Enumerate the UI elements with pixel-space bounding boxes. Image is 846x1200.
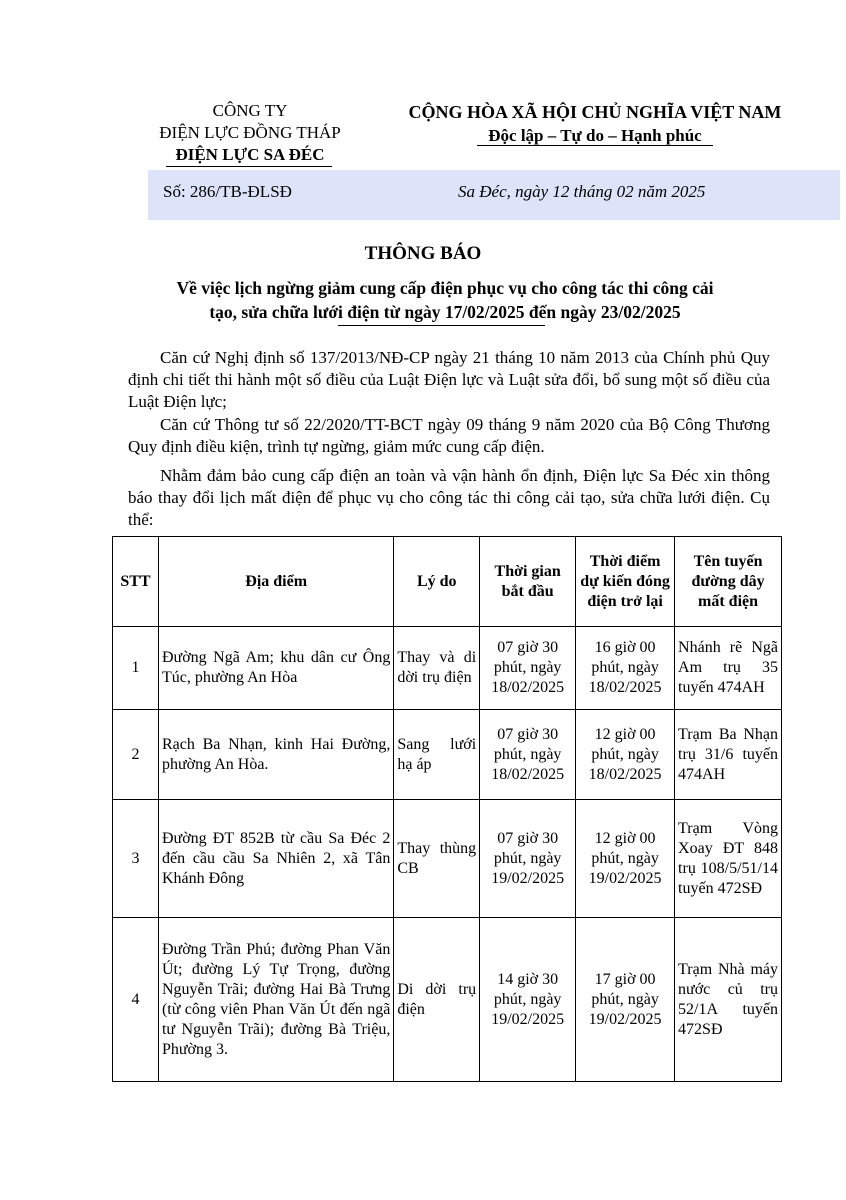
row-location: Đường ĐT 852B từ cầu Sa Đéc 2 đến cầu cầu Sa Nhiên 2, xã Tân Khánh Đông [158, 800, 393, 918]
document-number: Số: 286/TB-ĐLSĐ [163, 182, 292, 201]
row-line: Trạm Vòng Xoay ĐT 848 trụ 108/5/51/14 tuyến 472SĐ [675, 800, 782, 918]
outage-schedule-table [112, 536, 782, 1082]
row-end: 17 giờ 00 phút, ngày 19/02/2025 [576, 918, 675, 1082]
row-reason: Sang lưới hạ áp [394, 710, 480, 800]
row-start: 07 giờ 30 phút, ngày 19/02/2025 [480, 800, 576, 918]
row-end: 12 giờ 00 phút, ngày 19/02/2025 [576, 800, 675, 918]
row-start: 14 giờ 30 phút, ngày 19/02/2025 [480, 918, 576, 1082]
row-location: Đường Ngã Am; khu dân cư Ông Túc, phường An Hòa [158, 627, 393, 710]
row-end: 16 giờ 00 phút, ngày 18/02/2025 [576, 627, 675, 710]
row-reason: Thay thùng CB [394, 800, 480, 918]
nation-name: CỘNG HÒA XÃ HỘI CHỦ NGHĨA VIỆT NAM [408, 102, 782, 122]
row-stt: 3 [113, 800, 159, 918]
row-start: 07 giờ 30 phút, ngày 18/02/2025 [480, 627, 576, 710]
paragraph-purpose: Nhằm đảm bảo cung cấp điện an toàn và vận hành ổn định, Điện lực Sa Đéc xin thông báo thay đổi lịch mất điện để phục vụ cho công tác thi công cải tạo, sửa chữa lưới điện. Cụ thể: [128, 466, 770, 529]
row-reason: Thay và di dời trụ điện [394, 627, 480, 710]
row-start: 07 giờ 30 phút, ngày 18/02/2025 [480, 710, 576, 800]
national-motto: Độc lập – Tự do – Hạnh phúc [488, 126, 702, 145]
header-stt: STT [113, 537, 159, 627]
row-end: 12 giờ 00 phút, ngày 18/02/2025 [576, 710, 675, 800]
subtitle-line-2: tạo, sửa chữa lưới điện từ ngày 17/02/2025 đến ngày 23/02/2025 [209, 302, 681, 322]
row-line: Trạm Nhà máy nước củ trụ 52/1A tuyến 472SĐ [675, 918, 782, 1082]
row-reason: Di dời trụ điện [394, 918, 480, 1082]
issuer-parent: ĐIỆN LỰC ĐỒNG THÁP [159, 123, 341, 142]
place-date: Sa Đéc, ngày 12 tháng 02 năm 2025 [458, 182, 706, 201]
row-line: Nhánh rẽ Ngã Am trụ 35 tuyến 474AH [675, 627, 782, 710]
document-subtitle [120, 276, 770, 324]
header-start-time: Thời gian bắt đầu [480, 537, 576, 627]
row-line: Trạm Ba Nhạn trụ 31/6 tuyến 474AH [675, 710, 782, 800]
header-restore-time: Thời điểm dự kiến đóng điện trở lại [576, 537, 675, 627]
row-location: Đường Trần Phú; đường Phan Văn Út; đường Lý Tự Trọng, đường Nguyễn Trãi; đường Hai Bà Trưng (từ công viên Phan Văn Út đến ngã tư Nguyễn Trãi); đường Bà Triệu, Phường 3. [158, 918, 393, 1082]
motto-underline [477, 145, 713, 146]
row-stt: 1 [113, 627, 159, 710]
table-row [113, 627, 782, 710]
table-row [113, 800, 782, 918]
document-title: THÔNG BÁO [364, 243, 482, 264]
subtitle-line-1: Về việc lịch ngừng giảm cung cấp điện phục vụ cho công tác thi công cải [176, 278, 714, 298]
header-location: Địa điểm [158, 537, 393, 627]
issuer-company: CÔNG TY [212, 101, 288, 120]
row-location: Rạch Ba Nhạn, kinh Hai Đường, phường An Hòa. [158, 710, 393, 800]
paragraph-legal-basis-2: Căn cứ Thông tư số 22/2020/TT-BCT ngày 09 tháng 9 năm 2020 của Bộ Công Thương Quy định điều kiện, trình tự ngừng, giảm mức cung cấp điện. [128, 415, 770, 456]
paragraph-legal-basis-1: Căn cứ Nghị định số 137/2013/NĐ-CP ngày 21 tháng 10 năm 2013 của Chính phủ Quy định chi tiết thi hành một số điều của Luật Điện lực và Luật sửa đổi, bổ sung một số điều của Luật Điện lực; [128, 348, 770, 411]
table-header-row [113, 537, 782, 627]
issuer-block [130, 100, 370, 166]
row-stt: 4 [113, 918, 159, 1082]
issuer-unit: ĐIỆN LỰC SA ĐÉC [175, 145, 325, 164]
table-row [113, 918, 782, 1082]
header-line-name: Tên tuyến đường dây mất điện [675, 537, 782, 627]
table-row [113, 710, 782, 800]
subtitle-underline [338, 325, 545, 326]
issuer-underline [166, 166, 332, 167]
header-reason: Lý do [394, 537, 480, 627]
row-stt: 2 [113, 710, 159, 800]
national-header [390, 100, 800, 148]
